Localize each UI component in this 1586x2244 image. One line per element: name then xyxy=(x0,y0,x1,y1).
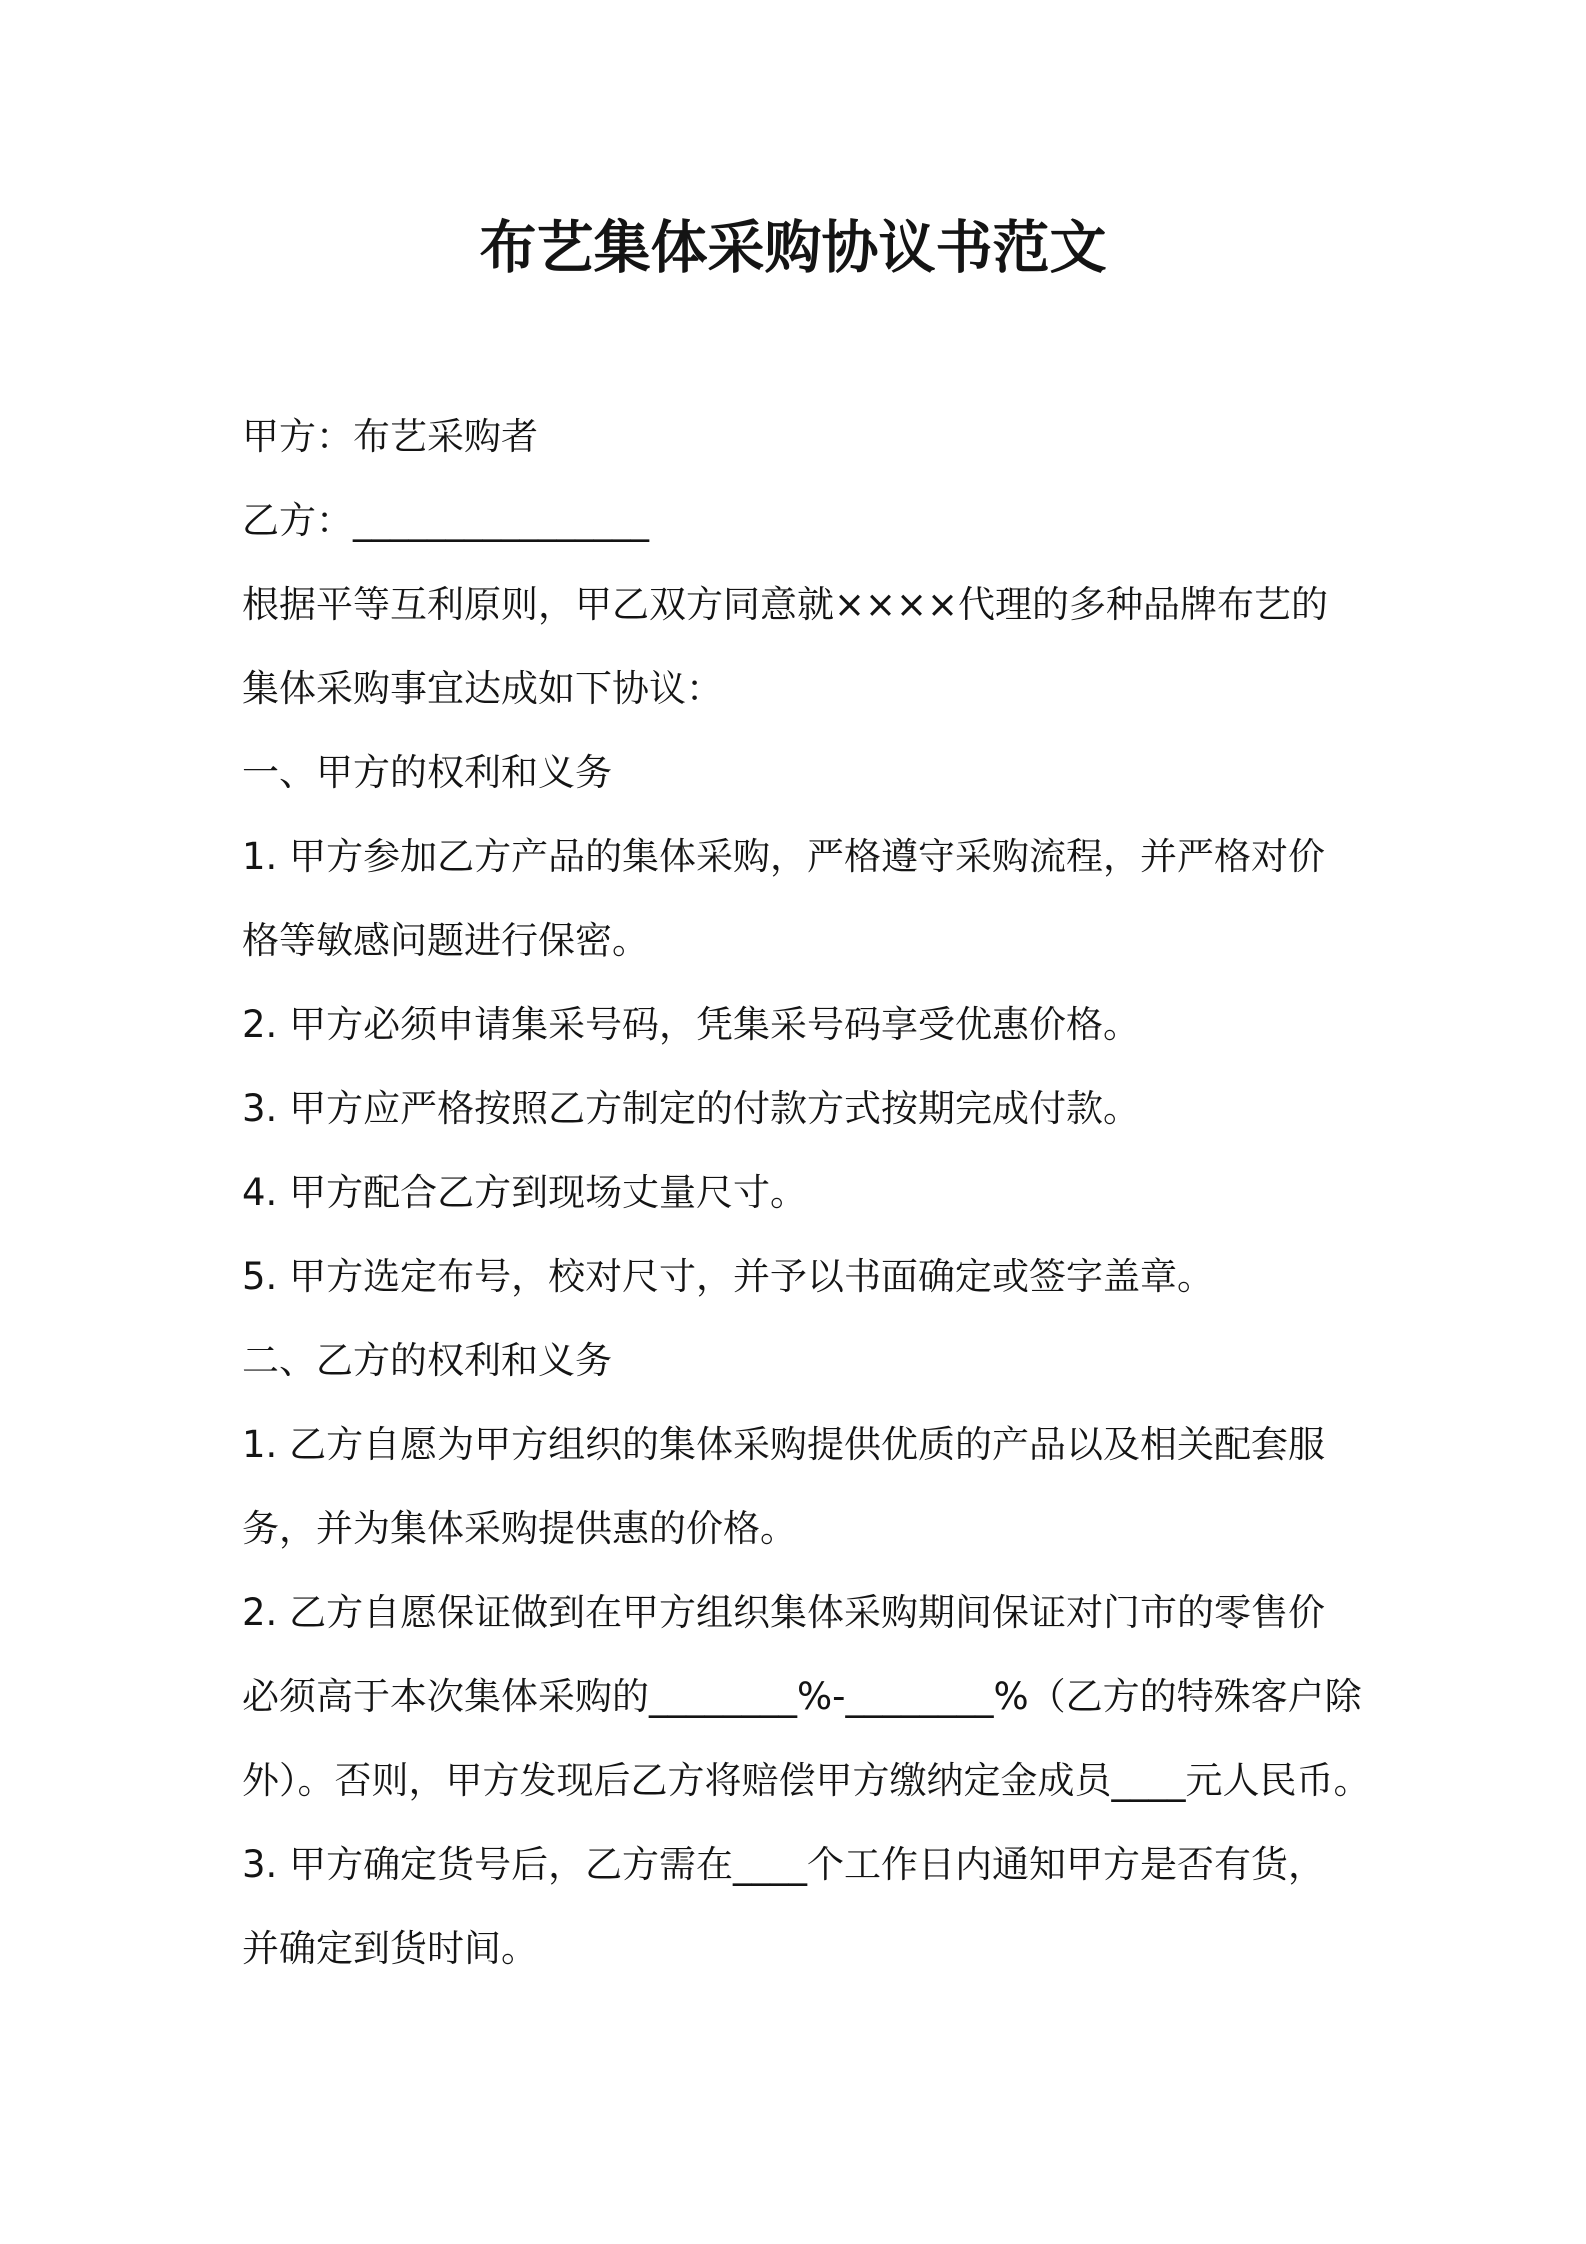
clause-line: 3. 甲方应严格按照乙方制定的付款方式按期完成付款。 xyxy=(242,1087,1141,1130)
section-heading: 一、甲方的权利和义务 xyxy=(242,751,612,794)
clause-line: 1. 乙方自愿为甲方组织的集体采购提供优质的产品以及相关配套服 xyxy=(242,1423,1326,1466)
clause-line: 4. 甲方配合乙方到现场丈量尺寸。 xyxy=(242,1171,808,1214)
clause-item xyxy=(242,815,1482,983)
clause-item xyxy=(242,1151,1482,1235)
document-body xyxy=(242,395,1482,1991)
clause-line: 外）。否则，甲方发现后乙方将赔偿甲方缴纳定金成员____元人民币。 xyxy=(242,1759,1371,1802)
clause-line: 2. 乙方自愿保证做到在甲方组织集体采购期间保证对门市的零售价 xyxy=(242,1591,1326,1634)
clause-line: 并确定到货时间。 xyxy=(242,1927,538,1970)
document-title: 布艺集体采购协议书范文 xyxy=(479,215,1107,281)
clause-item xyxy=(242,1403,1482,1571)
clause-item xyxy=(242,1571,1482,1823)
preamble xyxy=(242,563,1482,731)
clause-item xyxy=(242,1823,1482,1991)
clause-line: 务，并为集体采购提供惠的价格。 xyxy=(242,1507,797,1550)
section-party-b xyxy=(242,1319,1482,1991)
clause-item xyxy=(242,1067,1482,1151)
clause-line: 3. 甲方确定货号后，乙方需在____个工作日内通知甲方是否有货， xyxy=(242,1843,1326,1886)
clause-line: 格等敏感问题进行保密。 xyxy=(242,919,649,962)
preamble-line: 根据平等互利原则，甲乙双方同意就××××代理的多种品牌布艺的 xyxy=(242,583,1329,626)
party-a-line: 甲方：布艺采购者 xyxy=(242,415,538,458)
clause-line: 5. 甲方选定布号，校对尺寸，并予以书面确定或签字盖章。 xyxy=(242,1255,1215,1298)
clause-item xyxy=(242,1235,1482,1319)
party-b-line: 乙方：________________ xyxy=(242,499,649,542)
section-party-a xyxy=(242,731,1482,1319)
section-heading: 二、乙方的权利和义务 xyxy=(242,1339,612,1382)
preamble-line: 集体采购事宜达成如下协议： xyxy=(242,667,723,710)
clause-line: 2. 甲方必须申请集采号码，凭集采号码享受优惠价格。 xyxy=(242,1003,1141,1046)
clause-item xyxy=(242,983,1482,1067)
clause-line: 1. 甲方参加乙方产品的集体采购，严格遵守采购流程，并严格对价 xyxy=(242,835,1326,878)
clause-line: 必须高于本次集体采购的________%-________%（乙方的特殊客户除 xyxy=(242,1675,1362,1718)
